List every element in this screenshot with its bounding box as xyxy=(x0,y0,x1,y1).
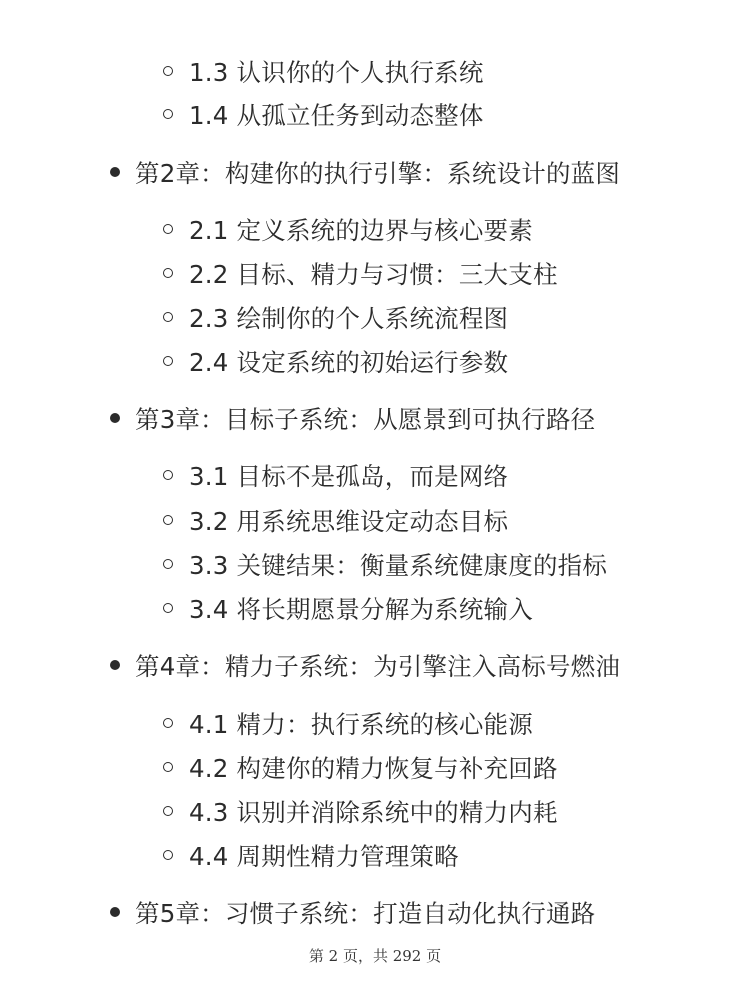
toc-section-label: 3.4 将长期愿景分解为系统输入 xyxy=(189,594,533,624)
toc-chapter-label: 第3章：目标子系统：从愿景到可执行路径 xyxy=(135,404,596,434)
hollow-bullet-icon xyxy=(163,850,173,860)
toc-chapter-4[interactable] xyxy=(0,645,750,685)
hollow-bullet-icon xyxy=(163,224,173,234)
toc-chapter-2[interactable] xyxy=(0,152,750,192)
toc-section-2-1[interactable] xyxy=(0,209,750,249)
hollow-bullet-icon xyxy=(163,66,173,76)
toc-section-2-3[interactable] xyxy=(0,297,750,337)
hollow-bullet-icon xyxy=(163,806,173,816)
toc-section-label: 2.1 定义系统的边界与核心要素 xyxy=(189,215,533,245)
toc-section-1-4[interactable] xyxy=(0,94,750,134)
toc-section-2-2[interactable] xyxy=(0,253,750,293)
toc-section-label: 4.2 构建你的精力恢复与补充回路 xyxy=(189,753,558,783)
filled-bullet-icon xyxy=(110,660,120,670)
toc-chapter-label: 第2章：构建你的执行引擎：系统设计的蓝图 xyxy=(135,158,621,188)
toc-chapter-label: 第5章：习惯子系统：打造自动化执行通路 xyxy=(135,898,596,928)
toc-section-label: 4.3 识别并消除系统中的精力内耗 xyxy=(189,797,558,827)
toc-section-3-1[interactable] xyxy=(0,455,750,495)
toc-section-label: 3.1 目标不是孤岛，而是网络 xyxy=(189,461,509,491)
hollow-bullet-icon xyxy=(163,603,173,613)
hollow-bullet-icon xyxy=(163,559,173,569)
hollow-bullet-icon xyxy=(163,109,173,119)
toc-section-1-3[interactable] xyxy=(0,51,750,91)
toc-chapter-5[interactable] xyxy=(0,892,750,932)
toc-section-label: 4.4 周期性精力管理策略 xyxy=(189,841,459,871)
toc-section-label: 1.3 认识你的个人执行系统 xyxy=(189,57,484,87)
filled-bullet-icon xyxy=(110,907,120,917)
toc-section-label: 2.4 设定系统的初始运行参数 xyxy=(189,347,509,377)
toc-section-4-2[interactable] xyxy=(0,747,750,787)
hollow-bullet-icon xyxy=(163,268,173,278)
toc-section-label: 4.1 精力：执行系统的核心能源 xyxy=(189,709,533,739)
toc-section-3-4[interactable] xyxy=(0,588,750,628)
toc-section-label: 2.2 目标、精力与习惯：三大支柱 xyxy=(189,259,558,289)
toc-section-label: 3.2 用系统思维设定动态目标 xyxy=(189,506,509,536)
toc-section-3-3[interactable] xyxy=(0,544,750,584)
hollow-bullet-icon xyxy=(163,718,173,728)
hollow-bullet-icon xyxy=(163,356,173,366)
hollow-bullet-icon xyxy=(163,470,173,480)
toc-section-4-4[interactable] xyxy=(0,835,750,875)
hollow-bullet-icon xyxy=(163,762,173,772)
toc-section-4-3[interactable] xyxy=(0,791,750,831)
toc-section-label: 2.3 绘制你的个人系统流程图 xyxy=(189,303,509,333)
toc-chapter-label: 第4章：精力子系统：为引擎注入高标号燃油 xyxy=(135,651,621,681)
toc-chapter-3[interactable] xyxy=(0,398,750,438)
toc-section-2-4[interactable] xyxy=(0,341,750,381)
filled-bullet-icon xyxy=(110,167,120,177)
page-number: 第 2 页，共 292 页 xyxy=(308,947,442,965)
filled-bullet-icon xyxy=(110,413,120,423)
hollow-bullet-icon xyxy=(163,312,173,322)
toc-section-label: 3.3 关键结果：衡量系统健康度的指标 xyxy=(189,550,608,580)
toc-section-4-1[interactable] xyxy=(0,703,750,743)
hollow-bullet-icon xyxy=(163,515,173,525)
toc-section-3-2[interactable] xyxy=(0,500,750,540)
toc-section-label: 1.4 从孤立任务到动态整体 xyxy=(189,100,484,130)
